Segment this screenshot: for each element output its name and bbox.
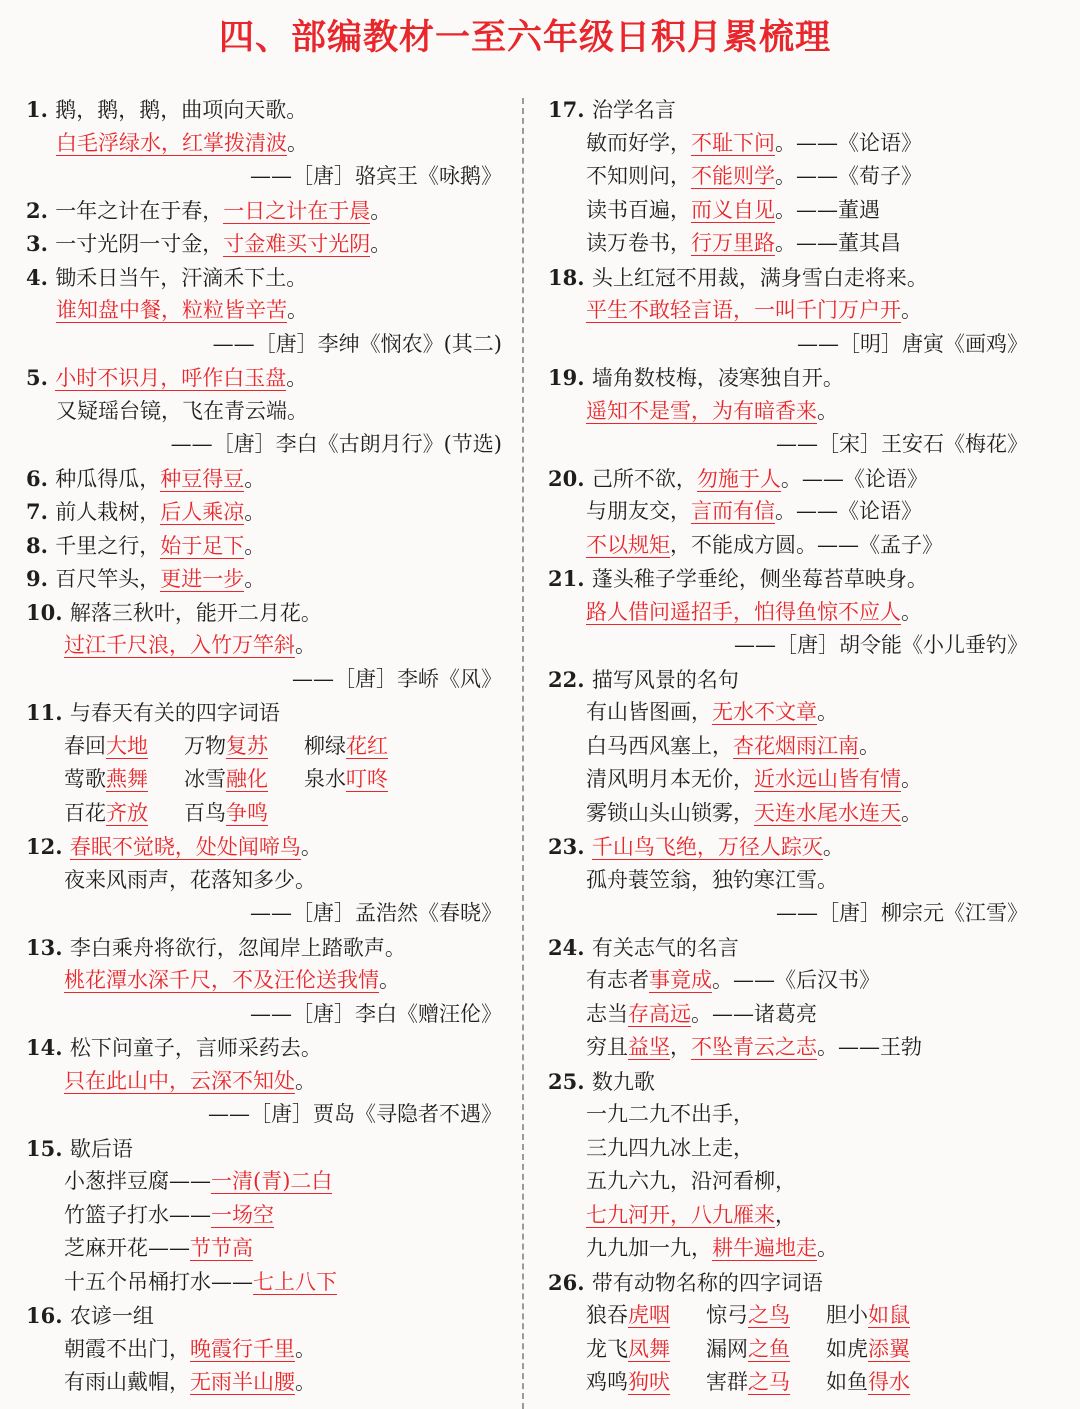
answer-text: 始于足下	[160, 533, 245, 558]
answer-text: 桃花潭水深千尺，不及汪伦送我情	[64, 968, 379, 992]
answer-text: 更进一步	[160, 567, 245, 591]
source-attribution	[548, 897, 1030, 931]
answer-text: 齐放	[106, 800, 148, 825]
item-heading	[26, 194, 504, 228]
line-text: 。	[300, 835, 322, 859]
item-heading	[26, 931, 504, 965]
line-text: 。	[379, 968, 400, 992]
line-text: ——［唐］李峤《风》	[292, 666, 502, 691]
line-text: 。——《论语》	[775, 499, 922, 523]
word-grid-row	[548, 1366, 1030, 1400]
line-text: 。	[295, 633, 316, 657]
line-text: 。	[244, 466, 266, 491]
item-line	[26, 1065, 504, 1099]
item-number: 23.	[548, 834, 592, 859]
item-line	[548, 763, 1030, 797]
answer-text: 言而有信	[691, 499, 775, 523]
line-text: 有志者	[586, 968, 649, 992]
answer-text: 不能则学	[691, 164, 775, 188]
line-text: ——［唐］李白《古朗月行》(节选)	[170, 432, 502, 456]
item-line	[26, 1266, 504, 1300]
answer-text: 不坠青云之志	[691, 1035, 817, 1059]
answer-text: 复苏	[226, 733, 268, 758]
idiom-cell	[64, 730, 184, 764]
item-heading	[26, 261, 504, 295]
idiom-cell	[586, 1299, 706, 1333]
item-line	[26, 864, 504, 898]
source-attribution	[26, 328, 504, 362]
item-heading	[548, 663, 1030, 697]
column-divider	[522, 98, 524, 1409]
item-line	[548, 1232, 1030, 1266]
line-text: 孤舟蓑笠翁，独钓寒江雪。	[586, 867, 838, 892]
source-attribution	[548, 428, 1030, 462]
answer-text: 小时不识月，呼作白玉盘	[55, 366, 287, 390]
line-text: 龙飞	[586, 1336, 628, 1361]
line-text: 志当	[586, 1001, 628, 1026]
item-line	[548, 294, 1030, 328]
answer-text: 融化	[226, 767, 268, 791]
line-text: 前人栽树，	[55, 500, 161, 524]
item-line	[548, 596, 1030, 630]
answer-text: 遥知不是雪，为有暗香来	[586, 398, 817, 423]
item-line	[548, 864, 1030, 898]
item-number: 6.	[26, 465, 56, 491]
line-text: 。	[822, 835, 844, 859]
line-text: 锄禾日当午，汗滴禾下土。	[55, 265, 308, 290]
line-text: 种瓜得瓜，	[55, 466, 161, 491]
source-attribution	[548, 328, 1030, 362]
line-text: 如鱼	[826, 1370, 868, 1394]
idiom-cell	[826, 1299, 946, 1333]
line-text: 小葱拌豆腐——	[64, 1169, 211, 1193]
line-text: 。——董其昌	[775, 231, 901, 255]
item-line	[548, 227, 1030, 261]
answer-text: 不以规矩	[586, 532, 670, 557]
line-text: 穷且	[586, 1035, 628, 1059]
line-text: 读书百遍，	[586, 197, 691, 222]
line-text: 漏网	[706, 1336, 748, 1361]
line-text: 。	[287, 298, 308, 322]
item-number: 22.	[548, 666, 592, 692]
item-heading	[548, 93, 1030, 127]
line-text: 读万卷书，	[586, 231, 691, 255]
idiom-cell	[64, 763, 184, 797]
answer-text: 如鼠	[868, 1303, 910, 1327]
line-text: 百鸟	[184, 800, 226, 825]
item-heading	[548, 830, 1030, 864]
answer-text: 无雨半山腰	[190, 1370, 295, 1394]
answer-text: 天连水尾水连天	[754, 800, 901, 825]
item-heading	[26, 1031, 504, 1065]
line-text: 又疑瑶台镜，飞在青云端。	[56, 398, 308, 423]
item-heading	[26, 830, 504, 864]
line-text: 千里之行，	[55, 533, 161, 558]
line-text: 莺歌	[64, 767, 106, 791]
answer-text: 节节高	[190, 1236, 253, 1260]
idiom-cell	[826, 1366, 946, 1400]
answer-text: 一场空	[211, 1202, 274, 1227]
item-line	[26, 964, 504, 998]
item-heading	[548, 1266, 1030, 1300]
item-line	[548, 160, 1030, 194]
answer-text: 花红	[346, 733, 388, 758]
line-text: 冰雪	[184, 767, 226, 791]
item-line	[548, 1199, 1030, 1233]
answer-text: 行万里路	[691, 231, 775, 255]
item-heading	[548, 361, 1030, 395]
word-grid-row	[26, 763, 504, 797]
line-text: 。	[817, 700, 838, 724]
left-column	[26, 93, 504, 1400]
item-heading	[548, 261, 1030, 295]
line-text: 芝麻开花——	[64, 1236, 190, 1260]
item-heading	[26, 462, 504, 496]
line-text: 雾锁山头山锁雾，	[586, 800, 754, 825]
word-grid-row	[548, 1299, 1030, 1333]
line-text: 带有动物名称的四字词语	[591, 1270, 823, 1295]
item-number: 18.	[548, 264, 592, 290]
line-text: 清风明月本无价，	[586, 767, 754, 791]
idiom-cell	[706, 1366, 826, 1400]
item-heading	[26, 562, 504, 596]
item-number: 11.	[26, 700, 70, 725]
line-text: 与朋友交，	[586, 499, 691, 523]
line-text: 墙角数枝梅，凌寒独自开。	[591, 366, 844, 390]
line-text: ，	[670, 1035, 691, 1059]
item-number: 16.	[26, 1303, 70, 1328]
idiom-cell	[64, 797, 184, 831]
answer-text: 益坚	[628, 1035, 670, 1059]
line-text: 惊弓	[706, 1303, 748, 1327]
idiom-cell	[706, 1333, 826, 1367]
line-text: 。	[244, 500, 266, 524]
answer-text: 事竟成	[649, 968, 712, 992]
line-text: 一寸光阴一寸金，	[55, 232, 224, 256]
answer-text: 大地	[106, 733, 148, 758]
answer-text: 而义自见	[691, 197, 775, 222]
item-line	[26, 294, 504, 328]
line-text: 害群	[706, 1370, 748, 1394]
answer-text: 勿施于人	[696, 466, 781, 491]
line-text: 白马西风塞上，	[586, 733, 733, 758]
item-line	[548, 730, 1030, 764]
item-number: 24.	[548, 934, 592, 960]
answer-text: 过江千尺浪，入竹万竿斜	[64, 633, 295, 657]
answer-text: 路人借问遥招手，怕得鱼惊不应人	[586, 599, 901, 624]
line-text: 竹篮子打水——	[64, 1202, 211, 1227]
line-text: 。——王勃	[817, 1035, 922, 1059]
item-number: 13.	[26, 934, 70, 960]
item-heading	[26, 227, 504, 261]
item-number: 7.	[26, 499, 56, 524]
item-line	[548, 1031, 1030, 1065]
line-text: 胆小	[826, 1303, 868, 1327]
answer-text: 谁知盘中餐，粒粒皆辛苦	[56, 298, 287, 322]
item-number: 10.	[26, 599, 70, 625]
line-text: ，不能成方圆。——《孟子》	[670, 532, 943, 557]
line-text: 治学名言	[591, 98, 676, 122]
line-text: 。——《荀子》	[775, 164, 922, 188]
source-attribution	[548, 629, 1030, 663]
item-line	[548, 1132, 1030, 1166]
item-line	[26, 127, 504, 161]
line-text: ——［明］唐寅《画鸡》	[797, 331, 1028, 356]
answer-text: 白毛浮绿水，红掌拨清波	[56, 130, 287, 155]
line-text: 己所不欲，	[591, 466, 697, 491]
line-text: 。	[859, 733, 880, 758]
line-text: 。	[295, 1068, 316, 1093]
answer-text: 千山鸟飞绝，万径人踪灭	[591, 835, 823, 859]
line-text: 。——诸葛亮	[691, 1001, 817, 1026]
item-number: 9.	[26, 566, 56, 591]
answer-text: 添翼	[868, 1336, 910, 1361]
item-heading	[26, 495, 504, 529]
line-text: ，	[775, 1202, 796, 1227]
line-text: 头上红冠不用裁，满身雪白走将来。	[591, 265, 928, 290]
line-text: ——［唐］李绅《悯农》(其二)	[212, 331, 502, 356]
item-line	[26, 1199, 504, 1233]
line-text: 。	[901, 800, 922, 825]
answer-text: 耕牛遍地走	[712, 1236, 817, 1260]
item-heading	[26, 93, 504, 127]
line-text: 有关志气的名言	[591, 935, 739, 960]
source-attribution	[26, 160, 504, 194]
item-heading	[26, 1132, 504, 1166]
answer-text: 无水不文章	[712, 700, 817, 724]
line-text: 。	[286, 366, 308, 390]
item-number: 19.	[548, 365, 592, 390]
answer-text: 燕舞	[106, 767, 148, 791]
line-text: 一年之计在于春，	[55, 198, 224, 223]
answer-text: 不耻下问	[691, 130, 775, 155]
line-text: 有雨山戴帽，	[64, 1370, 190, 1394]
line-text: 歇后语	[69, 1136, 133, 1161]
line-text: 百尺竿头，	[55, 567, 161, 591]
item-line	[26, 1165, 504, 1199]
line-text: 。	[817, 1236, 838, 1260]
line-text: 与春天有关的四字词语	[69, 701, 280, 725]
line-text: 有山皆图画，	[586, 700, 712, 724]
line-text: 。	[244, 533, 266, 558]
item-number: 2.	[26, 197, 56, 223]
answer-text: 存高远	[628, 1001, 691, 1026]
answer-text: 之马	[748, 1370, 790, 1394]
idiom-cell	[184, 797, 304, 831]
item-line	[548, 964, 1030, 998]
line-text: 如虎	[826, 1336, 868, 1361]
line-text: 一九二九不出手，	[586, 1102, 754, 1126]
line-text: ——［唐］骆宾王《咏鹅》	[250, 164, 502, 188]
line-text: 李白乘舟将欲行，忽闻岸上踏歌声。	[69, 935, 406, 960]
answer-text: 虎咽	[628, 1303, 670, 1327]
item-number: 4.	[26, 264, 56, 290]
item-number: 1.	[26, 97, 56, 122]
line-text: 。——董遇	[775, 197, 880, 222]
item-line	[548, 529, 1030, 563]
line-text: ——［唐］贾岛《寻隐者不遇》	[208, 1102, 502, 1126]
line-text: 。——《论语》	[775, 130, 922, 155]
line-text: 。	[295, 1370, 316, 1394]
item-number: 12.	[26, 834, 70, 859]
word-grid-row	[26, 797, 504, 831]
item-line	[26, 1366, 504, 1400]
line-text: 农谚一组	[69, 1304, 154, 1328]
line-text: 。	[901, 767, 922, 791]
item-line	[548, 1165, 1030, 1199]
answer-text: 争鸣	[226, 800, 268, 825]
source-attribution	[26, 897, 504, 931]
item-line	[26, 395, 504, 429]
item-number: 15.	[26, 1135, 70, 1161]
line-text: 百花	[64, 800, 106, 825]
answer-text: 晚霞行千里	[190, 1336, 295, 1361]
line-text: 。	[370, 198, 392, 223]
line-text: 。	[295, 1336, 316, 1361]
item-number: 8.	[26, 532, 56, 558]
line-text: 十五个吊桶打水——	[64, 1269, 253, 1294]
item-heading	[26, 696, 504, 730]
source-attribution	[26, 663, 504, 697]
right-column	[548, 93, 1030, 1400]
answer-text: 凤舞	[628, 1336, 670, 1361]
item-number: 21.	[548, 566, 592, 591]
answer-text: 之鸟	[748, 1303, 790, 1327]
line-text: 蓬头稚子学垂纶，侧坐莓苔草映身。	[591, 567, 928, 591]
line-text: 松下问童子，言师采药去。	[69, 1036, 322, 1060]
answer-text: 近水远山皆有情	[754, 767, 901, 791]
word-grid-row	[26, 730, 504, 764]
item-line	[548, 495, 1030, 529]
answer-text: 之鱼	[748, 1336, 790, 1361]
answer-text: 叮咚	[346, 767, 388, 791]
line-text: 。	[287, 130, 308, 155]
line-text: 。	[901, 298, 922, 322]
line-text: 三九四九冰上走，	[586, 1135, 754, 1160]
line-text: ——［宋］王安石《梅花》	[776, 432, 1028, 456]
word-grid-row	[548, 1333, 1030, 1367]
item-number: 14.	[26, 1035, 70, 1060]
answer-text: 寸金难买寸光阴	[223, 232, 371, 256]
line-text: 。	[901, 599, 922, 624]
line-text: 敏而好学，	[586, 130, 691, 155]
line-text: 。——《论语》	[780, 466, 928, 491]
line-text: 数九歌	[591, 1069, 655, 1094]
source-attribution	[26, 1098, 504, 1132]
line-text: 。	[370, 232, 392, 256]
line-text: 鸡鸣	[586, 1370, 628, 1394]
line-text: 狼吞	[586, 1303, 628, 1327]
item-line	[548, 127, 1030, 161]
line-text: 泉水	[304, 767, 346, 791]
idiom-cell	[586, 1333, 706, 1367]
line-text: 五九六九，沿河看柳，	[586, 1169, 796, 1193]
item-number: 17.	[548, 97, 592, 122]
idiom-cell	[826, 1333, 946, 1367]
item-line	[548, 797, 1030, 831]
answer-text: 狗吠	[628, 1370, 670, 1394]
answer-text: 春眠不觉晓，处处闻啼鸟	[69, 835, 301, 859]
answer-text: 得水	[868, 1370, 910, 1394]
idiom-cell	[304, 730, 424, 764]
item-number: 3.	[26, 231, 56, 256]
item-line	[548, 395, 1030, 429]
line-text: ——［唐］胡令能《小儿垂钓》	[734, 633, 1028, 657]
item-heading	[548, 1065, 1030, 1099]
idiom-cell	[184, 763, 304, 797]
answer-text: 七九河开，八九雁来	[586, 1202, 775, 1227]
item-line	[548, 998, 1030, 1032]
answer-text: 七上八下	[253, 1269, 337, 1294]
source-attribution	[26, 428, 504, 462]
line-text: 柳绿	[304, 733, 346, 758]
line-text: ——［唐］柳宗元《江雪》	[776, 901, 1028, 925]
item-line	[548, 194, 1030, 228]
idiom-cell	[184, 730, 304, 764]
item-line	[26, 1333, 504, 1367]
line-text: 不知则问，	[586, 164, 691, 188]
item-heading	[548, 462, 1030, 496]
item-heading	[548, 931, 1030, 965]
source-attribution	[26, 998, 504, 1032]
line-text: ——［唐］李白《赠汪伦》	[250, 1001, 502, 1026]
line-text: 春回	[64, 733, 106, 758]
line-text: 解落三秋叶，能开二月花。	[69, 600, 322, 625]
answer-text: 只在此山中，云深不知处	[64, 1068, 295, 1093]
idiom-cell	[706, 1299, 826, 1333]
idiom-cell	[304, 763, 424, 797]
item-number: 26.	[548, 1269, 592, 1295]
item-line	[548, 696, 1030, 730]
answer-text: 后人乘凉	[160, 500, 245, 524]
line-text: 夜来风雨声，花落知多少。	[64, 867, 316, 892]
item-line	[26, 629, 504, 663]
line-text: 朝霞不出门，	[64, 1336, 190, 1361]
line-text: 。——《后汉书》	[712, 968, 880, 992]
line-text: ——［唐］孟浩然《春晓》	[250, 901, 502, 925]
idiom-cell	[586, 1366, 706, 1400]
item-number: 5.	[26, 365, 56, 390]
line-text: 鹅，鹅，鹅，曲项向天歌。	[55, 98, 308, 122]
item-line	[26, 1232, 504, 1266]
answer-text: 一日之计在于晨	[223, 198, 371, 223]
line-text: 九九加一九，	[586, 1236, 712, 1260]
line-text: 描写风景的名句	[591, 667, 739, 692]
answer-text: 杏花烟雨江南	[733, 733, 859, 758]
item-heading	[26, 1299, 504, 1333]
item-heading	[26, 361, 504, 395]
item-heading	[548, 562, 1030, 596]
item-heading	[26, 529, 504, 563]
line-text: 万物	[184, 733, 226, 758]
answer-text: 平生不敢轻言语，一叫千门万户开	[586, 298, 901, 322]
answer-text: 种豆得豆	[160, 466, 245, 491]
line-text: 。	[244, 567, 266, 591]
item-heading	[26, 596, 504, 630]
item-number: 25.	[548, 1068, 592, 1094]
item-line	[548, 1098, 1030, 1132]
line-text: 。	[817, 398, 838, 423]
page-title: 四、部编教材一至六年级日积月累梳理	[218, 18, 831, 58]
item-number: 20.	[548, 465, 592, 491]
answer-text: 一清(青)二白	[211, 1169, 333, 1193]
